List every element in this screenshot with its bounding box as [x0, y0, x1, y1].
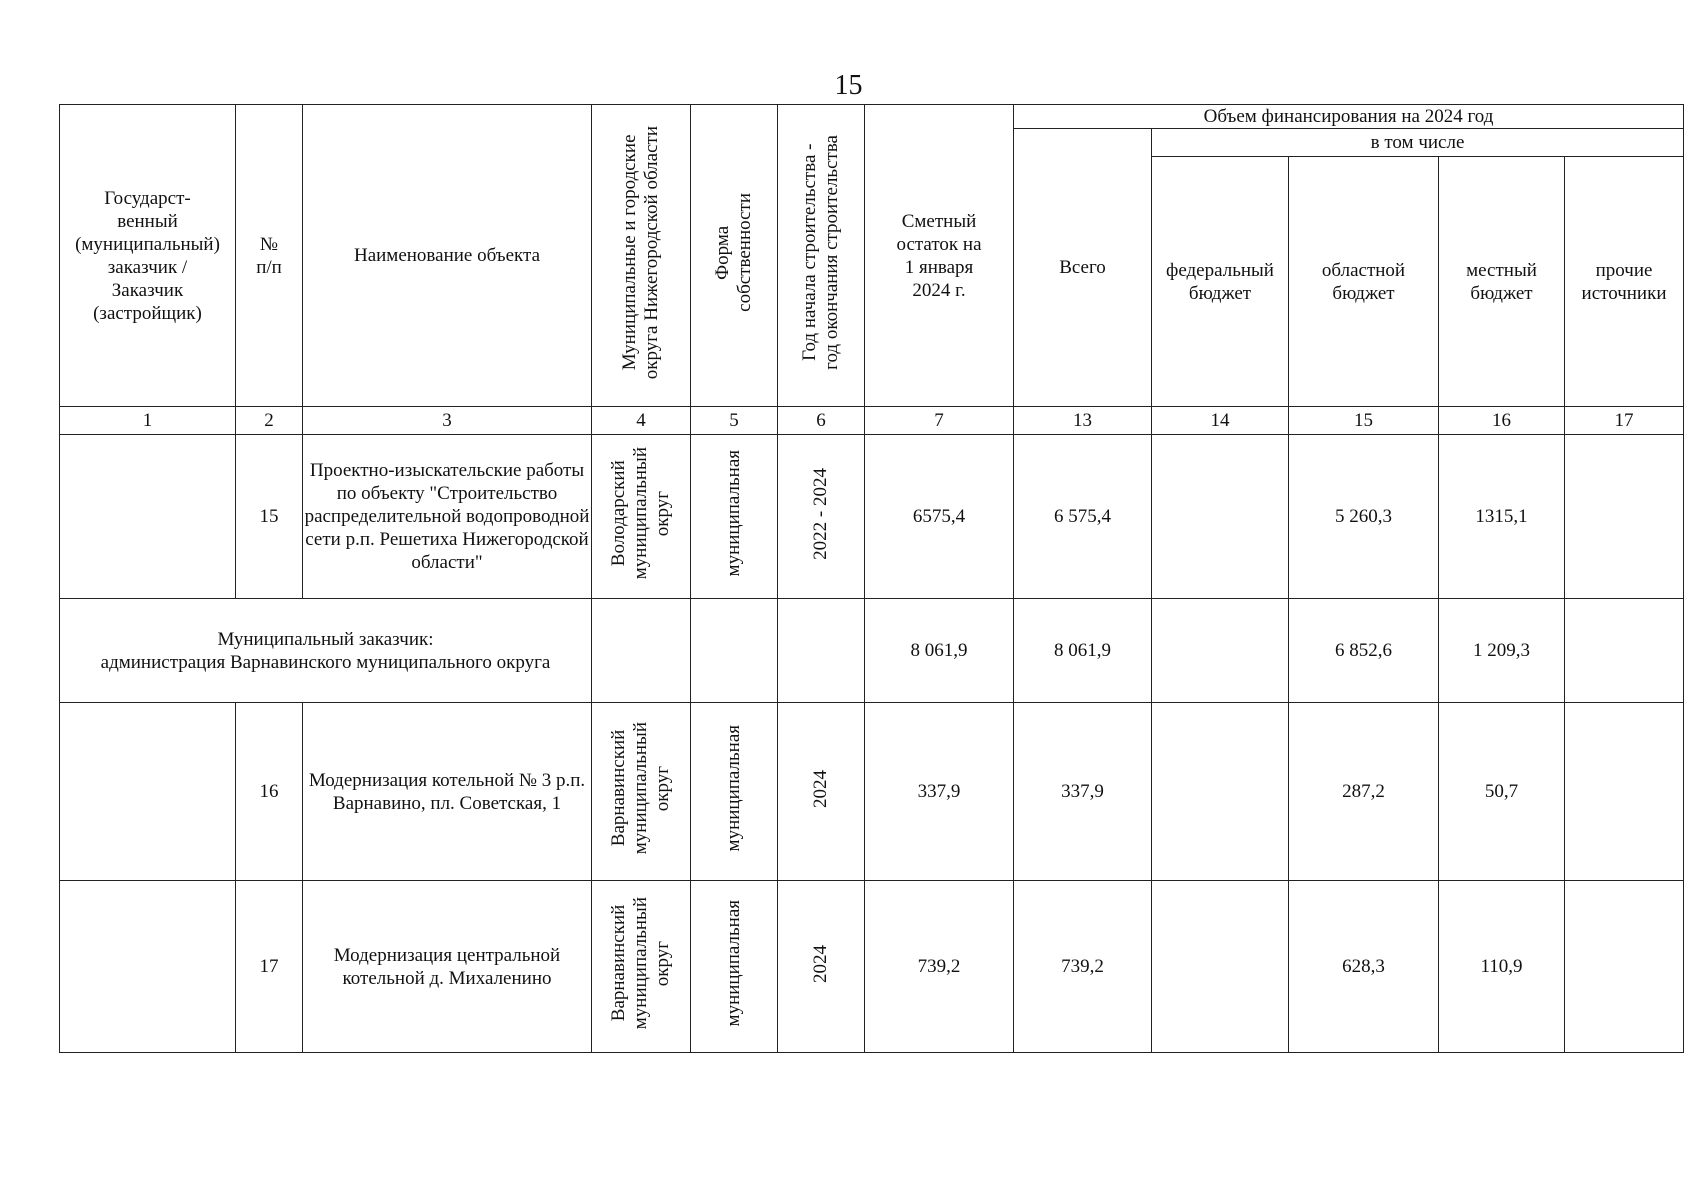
row-ownership-text: муниципальная	[723, 450, 744, 577]
row-customer	[60, 435, 236, 599]
row-num: 17	[236, 881, 303, 1053]
group-empty-cell	[691, 599, 778, 703]
header-years-text: Год начала строительства - год окончания строительства	[799, 135, 842, 370]
column-number-row	[60, 407, 1684, 435]
row-ownership	[691, 703, 778, 881]
row-total: 739,2	[1014, 881, 1152, 1053]
group-empty-cell	[592, 599, 691, 703]
group-estimate: 8 061,9	[865, 599, 1014, 703]
row-estimate: 6575,4	[865, 435, 1014, 599]
group-local: 1 209,3	[1439, 599, 1565, 703]
row-other	[1565, 703, 1684, 881]
column-number: 4	[592, 407, 691, 435]
row-other	[1565, 881, 1684, 1053]
row-total: 337,9	[1014, 703, 1152, 881]
row-customer	[60, 703, 236, 881]
page-number: 15	[834, 70, 863, 101]
header-local: местный бюджет	[1439, 157, 1565, 407]
table-row	[60, 703, 1684, 881]
row-regional: 5 260,3	[1289, 435, 1439, 599]
header-districts	[592, 105, 691, 407]
row-years	[778, 703, 865, 881]
column-number: 14	[1152, 407, 1289, 435]
row-local: 50,7	[1439, 703, 1565, 881]
header-num: № п/п	[236, 105, 303, 407]
row-other	[1565, 435, 1684, 599]
row-years	[778, 435, 865, 599]
row-customer	[60, 881, 236, 1053]
header-other: прочие источники	[1565, 157, 1684, 407]
row-ownership	[691, 435, 778, 599]
row-local: 1315,1	[1439, 435, 1565, 599]
row-object-name: Модернизация котельной № 3 р.п. Варнавино, пл. Советская, 1	[303, 703, 592, 881]
header-customer: Государст- венный (муниципальный) заказчик / Заказчик (застройщик)	[60, 105, 236, 407]
row-ownership-text: муниципальная	[723, 725, 744, 852]
column-number: 2	[236, 407, 303, 435]
row-local: 110,9	[1439, 881, 1565, 1053]
header-ownership	[691, 105, 778, 407]
row-district-text: Варнавинский муниципальный округ	[608, 722, 673, 855]
column-number: 5	[691, 407, 778, 435]
row-district-text: Варнавинский муниципальный округ	[608, 897, 673, 1030]
group-title: Муниципальный заказчик: администрация Варнавинского муниципального округа	[60, 599, 592, 703]
group-total: 8 061,9	[1014, 599, 1152, 703]
row-years-text: 2022 - 2024	[810, 467, 831, 560]
row-district	[592, 435, 691, 599]
row-regional: 287,2	[1289, 703, 1439, 881]
row-estimate: 337,9	[865, 703, 1014, 881]
group-federal	[1152, 599, 1289, 703]
row-federal	[1152, 435, 1289, 599]
column-number: 7	[865, 407, 1014, 435]
column-number: 6	[778, 407, 865, 435]
row-ownership	[691, 881, 778, 1053]
header-total: Всего	[1014, 129, 1152, 407]
row-num: 16	[236, 703, 303, 881]
row-district	[592, 881, 691, 1053]
column-number: 3	[303, 407, 592, 435]
header-years	[778, 105, 865, 407]
column-number: 16	[1439, 407, 1565, 435]
header-object-name: Наименование объекта	[303, 105, 592, 407]
header-federal: федеральный бюджет	[1152, 157, 1289, 407]
column-number: 15	[1289, 407, 1439, 435]
column-number: 13	[1014, 407, 1152, 435]
column-number: 17	[1565, 407, 1684, 435]
header-funding: Объем финансирования на 2024 год	[1014, 105, 1684, 129]
column-number: 1	[60, 407, 236, 435]
row-district	[592, 703, 691, 881]
header-districts-text: Муниципальные и городские округа Нижегородской области	[619, 125, 662, 380]
row-ownership-text: муниципальная	[723, 900, 744, 1027]
group-other	[1565, 599, 1684, 703]
table-row	[60, 881, 1684, 1053]
row-regional: 628,3	[1289, 881, 1439, 1053]
row-federal	[1152, 703, 1289, 881]
table-row	[60, 435, 1684, 599]
header-estimate: Сметный остаток на 1 января 2024 г.	[865, 105, 1014, 407]
row-estimate: 739,2	[865, 881, 1014, 1053]
header-regional: областной бюджет	[1289, 157, 1439, 407]
row-num: 15	[236, 435, 303, 599]
header-ownership-text: Форма собственности	[712, 193, 755, 312]
funding-table	[59, 104, 1684, 1053]
row-object-name: Проектно-изыскательские работы по объекту "Строительство распределительной водопроводной сети р.п. Решетиха Нижегородской области"	[303, 435, 592, 599]
group-row	[60, 599, 1684, 703]
row-total: 6 575,4	[1014, 435, 1152, 599]
row-years-text: 2024	[810, 769, 831, 808]
group-regional: 6 852,6	[1289, 599, 1439, 703]
row-years	[778, 881, 865, 1053]
group-empty-cell	[778, 599, 865, 703]
header-including: в том числе	[1152, 129, 1684, 157]
row-district-text: Володарский муниципальный округ	[608, 447, 673, 580]
row-years-text: 2024	[810, 944, 831, 983]
row-object-name: Модернизация центральной котельной д. Михаленино	[303, 881, 592, 1053]
row-federal	[1152, 881, 1289, 1053]
